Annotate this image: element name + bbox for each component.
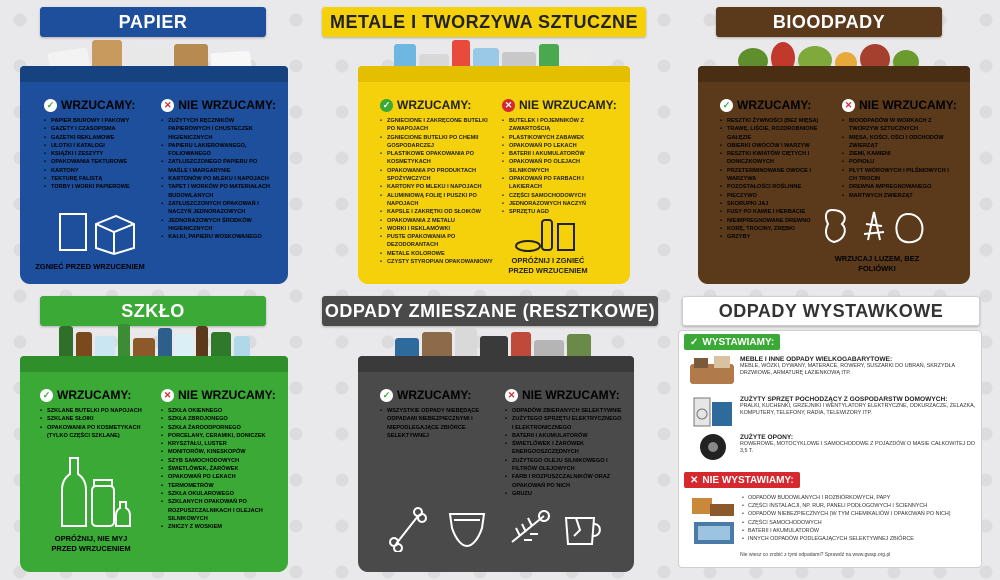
- list-item: • TORBY I WORKI PAPIEROWE: [44, 183, 155, 191]
- cross-icon: ✕: [690, 474, 699, 486]
- bio-note: WRZUCAJ LUZEM, BEZ FOLIÓWKI: [834, 254, 920, 273]
- item-heading-colon: :: [889, 356, 893, 363]
- bio-yes: [720, 98, 836, 241]
- list-item: • KRYSZTAŁU, LUSTER: [161, 440, 276, 448]
- wrzucamy-label: WRZUCAMY:: [397, 98, 472, 112]
- metale-lists: [380, 98, 618, 266]
- list-item: • OPAKOWANIA Z METALU: [380, 217, 496, 225]
- nie-wrzucamy-label: NIE WRZUCAMY:: [178, 98, 276, 112]
- szklo-yes-list: [40, 407, 155, 440]
- paper-box-icon: [56, 204, 136, 256]
- papier-title: PAPIER: [40, 7, 266, 37]
- wrzucamy-label: WRZUCAMY:: [61, 98, 136, 112]
- metale-no-list: [502, 117, 618, 217]
- metale-yes: [380, 98, 496, 266]
- list-item: • KARTONY: [44, 167, 155, 175]
- appliances-icon: [692, 394, 734, 428]
- nie-wrzucamy-label: NIE WRZUCAMY:: [519, 98, 617, 112]
- list-item: • JEDNORAZOWYCH ŚRODKÓW HIGIENICZNYCH: [161, 217, 276, 234]
- list-item: • MARTWYCH ZWIERZĄT: [842, 192, 958, 200]
- list-item: • TRAWĘ, LIŚCIE, ROZDROBNIONE GAŁĘZIE: [720, 125, 836, 142]
- nie-wrzucamy-label: NIE WRZUCAMY:: [522, 388, 620, 402]
- list-item: • SZYB SAMOCHODOWYCH: [161, 457, 276, 465]
- wrzucamy-label: WRZUCAMY:: [397, 388, 472, 402]
- construction-waste-icon: [690, 494, 738, 550]
- list-item: • CZĘŚCI SAMOCHODOWYCH: [502, 192, 618, 200]
- list-item: • ZUŻYTEGO OLEJU SILNIKOWEGO I FILTRÓW OLEJOWYCH: [505, 457, 624, 474]
- list-item: • OPAKOWANIA PO PRODUKTACH SPOŻYWCZYCH: [380, 167, 496, 184]
- list-item: • SZKLANE SŁOIKI: [40, 415, 155, 423]
- list-item: • KAPSLE I ZAKRĘTKI OD SŁOIKÓW: [380, 208, 496, 216]
- zmieszane-yes: [380, 388, 499, 498]
- list-item: • PŁYT WIÓROWYCH I PILŚNIOWYCH I CH TROCIN: [842, 167, 958, 184]
- list-item: • POPIOŁU: [842, 158, 958, 166]
- cross-icon: ✕: [161, 389, 174, 402]
- list-item: • FARB I ROZPUSZCZALNIKÓW ORAZ OPAKOWAŃ PO NICH: [505, 473, 624, 490]
- list-item: • KARTONY PO MLEKU I NAPOJACH: [380, 183, 496, 191]
- list-item: • PLASTIKOWYCH ZABAWEK: [502, 134, 618, 142]
- list-item: • OPAKOWAŃ PO LEKACH: [502, 142, 618, 150]
- list-item: • GRUZU: [505, 490, 624, 498]
- papier-no: [161, 98, 276, 241]
- list-item: • KORĘ, TROCINY, ZRĘBKI: [720, 225, 836, 233]
- wystawkowe-footer: Nie wiesz co zrobić z tymi odpadami? Sprawdź na www.gwap.org.pl: [740, 552, 891, 558]
- list-item: • SZKŁA OKIENNEGO: [161, 407, 276, 415]
- list-item: • MIĘSA, KOŚCI, OŚCI I ODCHODÓW ZWIERZĄT: [842, 134, 958, 151]
- list-item: • PAPIER BIUROWY I PAKOWY: [44, 117, 155, 125]
- nie-wystawiamy-label: NIE WYSTAWIAMY:: [702, 474, 794, 486]
- list-item: • OPAKOWAŃ PO LEKACH: [161, 473, 276, 481]
- mixed-waste-icons: [388, 506, 608, 552]
- szklo-no: [161, 388, 276, 531]
- item-heading: MEBLE I INNE ODPADY WIELKOGABARYTOWE: [740, 356, 890, 363]
- list-item: • FUSY PO KAWIE I HERBACIE: [720, 208, 836, 216]
- cross-icon: ✕: [842, 99, 855, 112]
- wystawkowe-title: ODPADY WYSTAWKOWE: [682, 296, 980, 326]
- tire-icon: [698, 432, 728, 462]
- list-item: • ZNICZY Z WOSKIEM: [161, 523, 276, 531]
- list-item: • BIOODPADÓW W WORKACH Z TWORZYW SZTUCZNYCH: [842, 117, 958, 134]
- list-item: • ODPADÓW NIEBEZPIECZNYCH (W TYM CHEMIKALIÓW I OPAKOWAŃ PO NICH): [742, 510, 951, 518]
- list-item: • SKORUPKI JAJ: [720, 200, 836, 208]
- wystawkowe-item-meble: [740, 356, 978, 377]
- item-heading-colon: :: [790, 434, 794, 441]
- list-item: • SZKŁA OKULAROWEGO: [161, 490, 276, 498]
- check-icon: ✓: [44, 99, 57, 112]
- list-item: • ZUŻYTYCH RĘCZNIKÓW PAPIEROWYCH I CHUSTECZEK HIGIENICZNYCH: [161, 117, 276, 142]
- list-item: • ZGNIECIONE BUTELKI PO CHEMII GOSPODARCZEJ: [380, 134, 496, 151]
- list-item: • TERMOMETRÓW: [161, 482, 276, 490]
- list-item: • CZĘŚCI INSTALACJI, NP. RUR, PANELI PODŁOGOWYCH I ŚCIENNYCH: [742, 502, 951, 510]
- wystawkowe-item-opony: [740, 434, 978, 455]
- list-item: • METALE KOLOROWE: [380, 250, 496, 258]
- papier-yes-list: [44, 117, 155, 192]
- papier-no-list: [161, 117, 276, 241]
- item-text: ROWEROWE, MOTOCYKLOWE I SAMOCHODOWE Z POJAZDÓW O MASIE CAŁKOWITEJ DO 3,5 T.: [740, 441, 976, 455]
- bio-title: BIOODPADY: [716, 7, 942, 37]
- bio-yes-list: [720, 117, 836, 241]
- item-heading: ZUŻYTE OPONY: [740, 434, 791, 441]
- item-text: MEBLE, WÓZKI, DYWANY, MATERACE, ROWERY, SUSZARKI DO UBRAŃ, SKRZYDŁA DRZWIOWE, ARMATURĘ ŁAZIENKOWĄ ITP.: [740, 363, 955, 377]
- list-item: • SZKŁA ŻAROODPORNEGO: [161, 424, 276, 432]
- list-item: • CZĘŚCI SAMOCHODOWYCH: [742, 519, 951, 527]
- check-icon: ✓: [720, 99, 733, 112]
- list-item: • ZATŁUSZCZONYCH OPAKOWAŃ I NACZYŃ JEDNORAZOWYCH: [161, 200, 276, 217]
- check-icon: ✓: [690, 336, 699, 348]
- list-item: • OPAKOWANIA PO KOSMETYKACH (TYLKO CZĘŚCI SZKLANE): [40, 424, 155, 441]
- list-item: • DREWNA IMPREGNOWANEGO: [842, 183, 958, 191]
- szklo-title: SZKŁO: [40, 296, 266, 326]
- zmieszane-yes-list: [380, 407, 499, 440]
- zmieszane-no: [505, 388, 624, 498]
- list-item: • SZKŁA ZBROJONEGO: [161, 415, 276, 423]
- list-item: • JEDNORAZOWYCH NACZYŃ: [502, 200, 618, 208]
- papier-note: ZGNIEĆ PRZED WRZUCENIEM: [35, 262, 145, 271]
- list-item: • INNYCH ODPADÓW PODLEGAJĄCYCH SELEKTYWNEJ ZBIÓRCE: [742, 535, 951, 543]
- list-item: • KSIĄŻKI I ZESZYTY: [44, 150, 155, 158]
- fish-bone-icon: [512, 511, 549, 542]
- list-item: • GAZETY I CZASOPISMA: [44, 125, 155, 133]
- list-item: • PRZETERMINOWANE OWOCE I WARZYWA: [720, 167, 836, 184]
- check-icon: ✓: [380, 99, 393, 112]
- bottle-carton-icon: [514, 212, 580, 252]
- list-item: • ALUMINIOWĄ FOLIĘ I PUSZKI PO NAPOJACH: [380, 192, 496, 209]
- cross-icon: ✕: [161, 99, 174, 112]
- list-item: • GAZETKI REKLAMOWE: [44, 134, 155, 142]
- szklo-no-list: [161, 407, 276, 531]
- zmieszane-lists: [380, 388, 624, 498]
- glass-bottles-icon: [60, 456, 134, 528]
- list-item: • TEKTURĘ FALISTĄ: [44, 175, 155, 183]
- list-item: • PUSTE OPAKOWANIA PO DEZODORANTACH: [380, 233, 496, 250]
- furniture-icon: [688, 354, 736, 388]
- list-item: • ZATŁUSZCZONEGO PAPIERU PO MAŚLE I MARGARYNIE: [161, 158, 276, 175]
- list-item: • POZOSTAŁOŚCI ROŚLINNE: [720, 183, 836, 191]
- bio-no-list: [842, 117, 958, 200]
- broken-cup-icon: [566, 518, 600, 544]
- check-icon: ✓: [380, 389, 393, 402]
- list-item: • RESZTKI ŻYWNOŚCI (BEZ MIĘSA): [720, 117, 836, 125]
- nie-wrzucamy-label: NIE WRZUCAMY:: [859, 98, 957, 112]
- list-item: • ZUŻYTEGO SPRZĘTU ELEKTRYCZNEGO I ELEKTRONICZNEGO: [505, 415, 624, 432]
- list-item: • ŚWIETLÓWEK I ŻARÓWEK ENERGOOSZCZĘDNYCH: [505, 440, 624, 457]
- wrzucamy-label: WRZUCAMY:: [57, 388, 132, 402]
- list-item: • OBIERKI OWOCÓW I WARZYW: [720, 142, 836, 150]
- cross-icon: ✕: [502, 99, 515, 112]
- zmieszane-title: ODPADY ZMIESZANE (RESZTKOWE): [322, 296, 658, 326]
- list-item: • BATERII I AKUMULATORÓW: [742, 527, 951, 535]
- list-item: • OPAKOWAŃ PO OLEJACH SILNIKOWYCH: [502, 158, 618, 175]
- list-item: • GRZYBY: [720, 233, 836, 241]
- bone-icon: [390, 508, 426, 552]
- list-item: • ODPADÓW BUDOWLANYCH I ROZBIÓRKOWYCH, PAPY: [742, 494, 951, 502]
- nie-wrzucamy-label: NIE WRZUCAMY:: [178, 388, 276, 402]
- list-item: • RESZTKI KWIATÓW CIĘTYCH I DONICZKOWYCH: [720, 150, 836, 167]
- wystawiamy-badge: [684, 334, 780, 350]
- list-item: • OPAKOWANIA TEKTUROWE: [44, 158, 155, 166]
- item-text: PRALKI, KUCHENKI, GRZEJNIKI I WENTYLATORY ELEKTRYCZNE, ODKURZACZE, ŻELAZKA, KOMPUTERY, TELEFONY, RADIA, TELEWIZORY ITP.: [740, 403, 976, 417]
- list-item: • BATERII I AKUMULATORÓW: [502, 150, 618, 158]
- metale-note: OPRÓŻNIJ I ZGNIEĆ PRZED WRZUCENIEM: [508, 256, 588, 275]
- list-item: • SZKLANE BUTELKI PO NAPOJACH: [40, 407, 155, 415]
- metale-title: METALE I TWORZYWA SZTUCZNE: [322, 7, 646, 37]
- list-item: • ZGNIECIONE I ZAKRĘCONE BUTELKI PO NAPOJACH: [380, 117, 496, 134]
- list-item: • PORCELANY, CERAMIKI, DONICZEK: [161, 432, 276, 440]
- list-item: • ZIEMI, KAMIENI: [842, 150, 958, 158]
- list-item: • CZYSTY STYROPIAN OPAKOWANIOWY: [380, 258, 496, 266]
- item-heading: ZUŻYTY SPRZĘT POCHODZĄCY Z GOSPODARSTW DOMOWYCH: [740, 396, 946, 403]
- apple-core-leaf-icon: [822, 204, 932, 246]
- szklo-note: OPRÓŻNIJ, NIE MYJ PRZED WRZUCENIEM: [51, 534, 131, 553]
- list-item: • SZKLANYCH OPAKOWAŃ PO ROZPUSZCZALNIKACH I OLEJACH SILNIKOWYCH: [161, 498, 276, 523]
- cross-icon: ✕: [505, 389, 518, 402]
- metale-yes-list: [380, 117, 496, 266]
- nie-wystawiamy-badge: [684, 472, 800, 488]
- nie-wystawiamy-list: [742, 494, 951, 543]
- list-item: • SPRZĘTU AGD: [502, 208, 618, 216]
- wrzucamy-label: WRZUCAMY:: [737, 98, 812, 112]
- list-item: • PIECZYWO: [720, 192, 836, 200]
- wystawkowe-item-sprzet: [740, 396, 978, 417]
- check-icon: ✓: [40, 389, 53, 402]
- list-item: • ODPADÓW ZBIERANYCH SELEKTYWNIE: [505, 407, 624, 415]
- list-item: • KALKI, PAPIERU WOSKOWANEGO: [161, 233, 276, 241]
- list-item: • BATERII I AKUMULATORÓW: [505, 432, 624, 440]
- list-item: • OPAKOWAŃ PO FARBACH I LAKIERACH: [502, 175, 618, 192]
- zmieszane-no-list: [505, 407, 624, 498]
- list-item: • KARTONÓW PO MLEKU I NAPOJACH: [161, 175, 276, 183]
- list-item: • BUTELEK I POJEMNIKÓW Z ZAWARTOŚCIĄ: [502, 117, 618, 134]
- list-item: • MONITORÓW, KINESKOPÓW: [161, 448, 276, 456]
- list-item: • TAPET I WORKÓW PO MATERIAŁACH BUDOWLANYCH: [161, 183, 276, 200]
- list-item: • PAPIERU LAKIEROWANEGO, FOLIOWANEGO: [161, 142, 276, 159]
- list-item: • WSZYSTKIE ODPADY NIEBĘDĄCE ODPADAMI NIEBEZPIECZNYMI I NIEPODLEGAJĄCE ZBIÓRCE SELEKTYWNEJ: [380, 407, 499, 440]
- list-item: • ULOTKI I KATALOGI: [44, 142, 155, 150]
- list-item: • WORKI I REKLAMÓWKI: [380, 225, 496, 233]
- list-item: • PLASTIKOWE OPAKOWANIA PO KOSMETYKACH: [380, 150, 496, 167]
- diaper-icon: [450, 514, 484, 546]
- item-heading-colon: :: [945, 396, 948, 403]
- wystawiamy-label: WYSTAWIAMY:: [702, 336, 775, 348]
- list-item: • NIEIMPREGNOWANE DREWNO: [720, 217, 836, 225]
- list-item: • ŚWIETLÓWEK, ŻARÓWEK: [161, 465, 276, 473]
